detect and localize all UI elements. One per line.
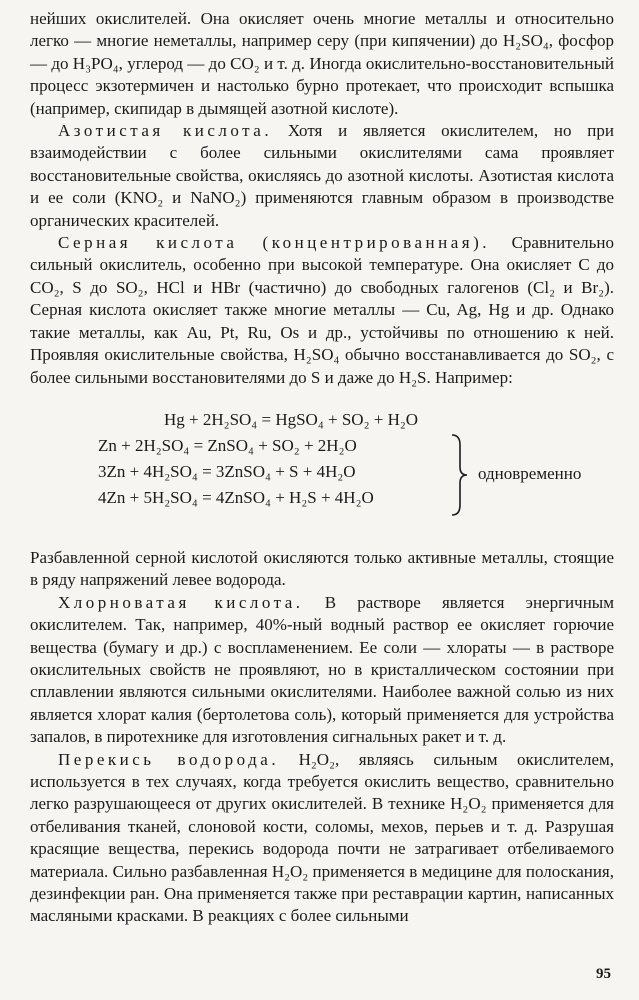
page-body <box>30 8 614 928</box>
equation-zinc-sulfur: 3Zn + 4H₂SO₄ = 3ZnSO₄ + S + 4H₂O <box>98 461 356 481</box>
term-nitrous-acid: Азотистая кислота. <box>58 121 273 141</box>
term-sulfuric-acid: Серная кислота (концентрированная). <box>58 233 490 253</box>
paragraph-nitrous-acid-text: Хотя и является окислителем, но при взаимодействии с более сильными окислителями сама проявляет восстановительные свойства, окисляясь до азотной кислоты. Азотистая кислота и ее соли (KNO₂ и NaNO₂) применяются главным образом в производстве органических красителей. <box>30 121 614 230</box>
equation-zinc-so2: Zn + 2H₂SO₄ = ZnSO₄ + SO₂ + 2H₂O <box>98 435 357 455</box>
paragraph-nitric-acid-end: нейших окислителей. Она окисляет очень многие металлы и относительно легко — многие неметаллы, например серу (при кипячении) до H₂SO₄, фосфор — до H₃PO₄, углерод — до CO₂ и т. д. Иногда окислительно-восстановительный процесс экзотермичен и настолько бурно протекает, что происходит вспышка (например, скипидар в дымящей азотной кислоте). <box>30 9 614 118</box>
paragraph-sulfuric-acid-text: Сравнительно сильный окислитель, особенно при высокой температуре. Она окисляет C до CO₂, S до SO₂, HCl и HBr (частично) до свободных галогенов (Cl₂ и Br₂). Серная кислота окисляет также многие металлы — Cu, Ag, Hg и др. Однако такие металлы, как Au, Pt, Ru, Os и др., устойчивы по отношению к ней. Проявляя окислительные свойства, H₂SO₄ обычно восстанавливается до SO₂, с более сильными восстановителями до S и даже до H₂S. Например: <box>30 233 614 387</box>
equation-zinc-h2s: 4Zn + 5H₂SO₄ = 4ZnSO₄ + H₂S + 4H₂O <box>98 487 374 507</box>
paragraph-dilute-sulfuric: Разбавленной серной кислотой окисляются только активные металлы, стоящие в ряду напряжений левее водорода. <box>30 547 614 590</box>
equations-block <box>30 395 614 537</box>
page-number: 95 <box>596 966 611 982</box>
term-hydrogen-peroxide: Перекись водорода. <box>58 749 280 769</box>
paragraph-chloric-acid <box>30 592 614 749</box>
right-brace-icon <box>450 433 470 517</box>
paragraph-nitrous-acid <box>30 120 614 232</box>
paragraph-sulfuric-acid <box>30 232 614 389</box>
paragraph-hydrogen-peroxide <box>30 749 614 928</box>
paragraph-chloric-acid-text: В растворе является энергичным окислителем. Так, например, 40%-ный водный раствор ее окисляет горючие вещества (бумагу и др.) с воспламенением. Ее соли — хлораты — в растворе окислительных свойств не проявляют, но в кристаллическом состоянии при сплавлении являются сильными окислителями. Наиболее важной солью из них является хлорат калия (бертолетова соль), который применяется для устройства запалов, в пиротехнике для изготовления сигнальных ракет и т. д. <box>30 592 614 747</box>
term-chloric-acid: Хлорноватая кислота. <box>58 592 304 612</box>
equation-mercury: Hg + 2H₂SO₄ = HgSO₄ + SO₂ + H₂O <box>164 409 419 429</box>
paragraph-hydrogen-peroxide-text: H₂O₂, являясь сильным окислителем, используется в тех случаях, когда требуется окислить вещество, сравнительно легко разрушающееся от других окислителей. В технике H₂O₂ применяется для отбеливания тканей, слоновой кости, соломы, мехов, перьев и т. д. Разрушая красящие вещества, перекись водорода почти не затрагивает отбеливаемого материала. Сильно разбавленная H₂O₂ применяется в медицине для полоскания, дезинфекции ран. Она применяется также при реставрации картин, написанных масляными красками. В реакциях с более сильными <box>30 749 614 926</box>
brace-label: одновременно <box>478 463 582 483</box>
